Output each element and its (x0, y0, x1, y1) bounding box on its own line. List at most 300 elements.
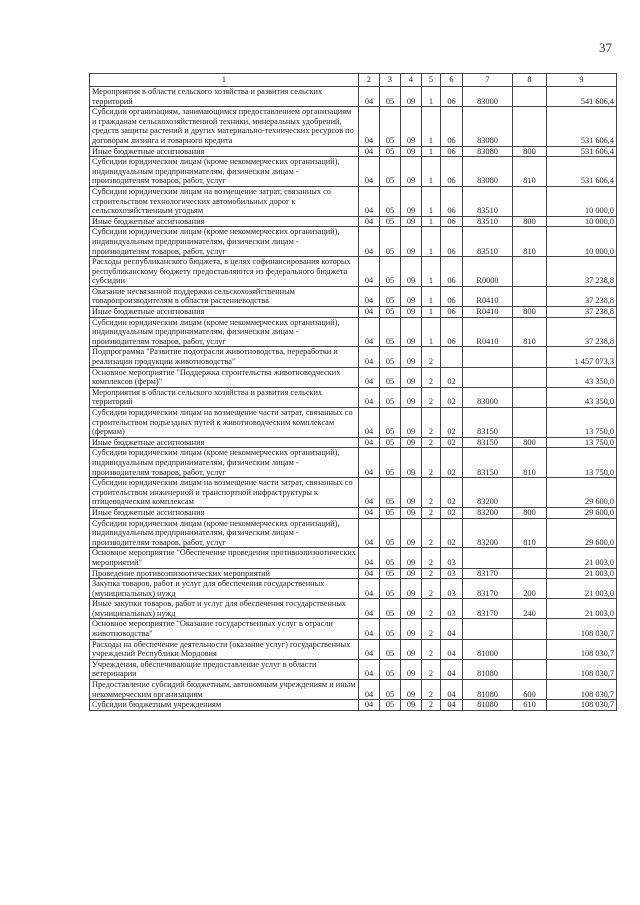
table-row (90, 568, 617, 579)
code-cell: 1 (422, 257, 441, 287)
table-row (90, 680, 617, 700)
code-cell: 09 (401, 448, 422, 478)
code-cell: 05 (380, 448, 401, 478)
code-cell: 06 (441, 317, 463, 347)
row-amount: 10 000,0 (547, 216, 617, 227)
code-cell: 09 (401, 619, 422, 639)
code-cell: 02 (441, 387, 463, 407)
code-cell: 2 (422, 639, 441, 659)
code-cell: 83200 (463, 478, 513, 508)
row-amount: 531 606,4 (547, 146, 617, 157)
code-cell: R0410 (463, 286, 513, 306)
row-name: Основное мероприятие "Поддержка строительства животноводческих комплексов (ферм)" (90, 367, 359, 387)
code-cell: 05 (380, 700, 401, 711)
table-row (90, 227, 617, 257)
code-cell: 1 (422, 186, 441, 216)
header-row (90, 74, 617, 87)
table-row (90, 87, 617, 107)
code-cell: 81000 (463, 639, 513, 659)
code-cell: 06 (441, 146, 463, 157)
table-row (90, 619, 617, 639)
code-cell: 04 (359, 568, 380, 579)
code-cell: 06 (441, 286, 463, 306)
code-cell: 06 (441, 227, 463, 257)
row-amount: 108 030,7 (547, 680, 617, 700)
code-cell: 05 (380, 408, 401, 438)
code-cell: 09 (401, 680, 422, 700)
code-cell: 2 (422, 518, 441, 548)
code-cell: 2 (422, 437, 441, 448)
code-cell: 09 (401, 579, 422, 599)
code-cell: 810 (513, 448, 547, 478)
code-cell (513, 347, 547, 367)
code-cell: 06 (441, 87, 463, 107)
code-cell: 09 (401, 599, 422, 619)
code-cell: 2 (422, 619, 441, 639)
code-cell: 09 (401, 347, 422, 367)
code-cell: 04 (359, 448, 380, 478)
code-cell: 05 (380, 107, 401, 146)
code-cell: 810 (513, 157, 547, 187)
code-cell: 2 (422, 568, 441, 579)
row-name: Иные бюджетные ассигнования (90, 216, 359, 227)
table-row (90, 518, 617, 548)
row-name: Иные закупки товаров, работ и услуг для обеспечения государственных (муниципальных) нужд (90, 599, 359, 619)
row-amount: 29 600,0 (547, 478, 617, 508)
code-cell: 810 (513, 227, 547, 257)
row-amount: 13 750,0 (547, 437, 617, 448)
row-amount: 13 750,0 (547, 408, 617, 438)
code-cell: 83150 (463, 448, 513, 478)
code-cell: 04 (359, 507, 380, 518)
code-cell (513, 367, 547, 387)
table-row (90, 478, 617, 508)
code-cell: 05 (380, 437, 401, 448)
code-cell: 83170 (463, 568, 513, 579)
code-cell: 06 (441, 257, 463, 287)
code-cell: 04 (359, 437, 380, 448)
code-cell: 83150 (463, 408, 513, 438)
code-cell: 800 (513, 507, 547, 518)
code-cell: 05 (380, 619, 401, 639)
table-row (90, 579, 617, 599)
table-row (90, 659, 617, 679)
code-cell: 1 (422, 107, 441, 146)
code-cell: 02 (441, 507, 463, 518)
code-cell: 04 (359, 599, 380, 619)
code-cell: 09 (401, 700, 422, 711)
code-cell: 05 (380, 367, 401, 387)
code-cell: 83510 (463, 186, 513, 216)
code-cell: 04 (359, 107, 380, 146)
code-cell: 1 (422, 87, 441, 107)
code-cell: 05 (380, 286, 401, 306)
code-cell: 2 (422, 478, 441, 508)
row-amount: 43 350,0 (547, 367, 617, 387)
code-cell: 04 (359, 317, 380, 347)
row-name: Оказание несвязанной поддержки сельскохозяйственным товаропроизводителям в области растениеводства (90, 286, 359, 306)
code-cell: 610 (513, 700, 547, 711)
code-cell: 2 (422, 347, 441, 367)
code-cell: 83510 (463, 227, 513, 257)
row-amount: 21 003,0 (547, 548, 617, 568)
code-cell: 2 (422, 448, 441, 478)
code-cell (513, 107, 547, 146)
code-cell: 05 (380, 639, 401, 659)
row-name: Закупка товаров, работ и услуг для обеспечения государственных (муниципальных) нужд (90, 579, 359, 599)
code-cell: 04 (359, 579, 380, 599)
row-amount: 43 350,0 (547, 387, 617, 407)
code-cell: 83170 (463, 599, 513, 619)
code-cell: 09 (401, 387, 422, 407)
code-cell: 81080 (463, 659, 513, 679)
code-cell: 09 (401, 437, 422, 448)
code-cell: 83200 (463, 507, 513, 518)
code-cell: 04 (359, 659, 380, 679)
code-cell: 09 (401, 548, 422, 568)
table-body (90, 87, 617, 711)
code-cell: 83200 (463, 518, 513, 548)
row-name: Расходы республиканского бюджета, в целях софинансирования которых республиканскому бюджету предоставляются из федерального бюджета субсидии (90, 257, 359, 287)
page-number: 37 (599, 40, 612, 55)
row-name: Проведение противоэпизоотических мероприятий (90, 568, 359, 579)
code-cell: 09 (401, 87, 422, 107)
code-cell: 03 (441, 548, 463, 568)
code-cell: 04 (441, 619, 463, 639)
code-cell (441, 347, 463, 367)
code-cell (463, 548, 513, 568)
code-cell: 05 (380, 568, 401, 579)
code-cell: 05 (380, 317, 401, 347)
code-cell: 03 (441, 579, 463, 599)
code-cell: 09 (401, 659, 422, 679)
code-cell: 04 (441, 659, 463, 679)
code-cell: 02 (441, 448, 463, 478)
row-amount: 108 030,7 (547, 639, 617, 659)
row-amount: 108 030,7 (547, 659, 617, 679)
code-cell: 05 (380, 518, 401, 548)
code-cell: 02 (441, 437, 463, 448)
code-cell: 800 (513, 307, 547, 318)
code-cell: 04 (359, 700, 380, 711)
code-cell: 2 (422, 408, 441, 438)
code-cell: R0410 (463, 307, 513, 318)
code-cell: 05 (380, 347, 401, 367)
header-cell: 2 (359, 74, 380, 87)
row-amount: 37 238,8 (547, 317, 617, 347)
table-row (90, 146, 617, 157)
code-cell (513, 186, 547, 216)
code-cell: 04 (359, 286, 380, 306)
table-row (90, 507, 617, 518)
table-row (90, 387, 617, 407)
header-cell: 8 (513, 74, 547, 87)
code-cell: 04 (359, 186, 380, 216)
code-cell: 2 (422, 700, 441, 711)
row-name: Иные бюджетные ассигнования (90, 507, 359, 518)
code-cell: 04 (359, 146, 380, 157)
code-cell: 09 (401, 157, 422, 187)
code-cell: 09 (401, 227, 422, 257)
code-cell: 09 (401, 518, 422, 548)
code-cell: 02 (441, 367, 463, 387)
code-cell (513, 659, 547, 679)
code-cell: 05 (380, 548, 401, 568)
row-name: Субсидии организациям, занимающимся предоставлением организациям и гражданам сельскохозяйственной техники, минеральных удобрений, средств защиты растений и других материально-технических ресурсов по договорам лизинга и товарного кредита (90, 107, 359, 146)
row-name: Иные бюджетные ассигнования (90, 146, 359, 157)
row-amount: 531 606,4 (547, 157, 617, 187)
code-cell: 09 (401, 408, 422, 438)
code-cell (513, 619, 547, 639)
code-cell: 09 (401, 507, 422, 518)
code-cell: 2 (422, 579, 441, 599)
code-cell: 83000 (463, 87, 513, 107)
code-cell: 2 (422, 548, 441, 568)
code-cell: 09 (401, 107, 422, 146)
row-amount: 541 606,4 (547, 87, 617, 107)
code-cell: 09 (401, 216, 422, 227)
row-name: Субсидии юридическим лицам (кроме некоммерческих организаций), индивидуальным предпринимателям, физическим лицам - производителям товаров, работ, услуг (90, 518, 359, 548)
code-cell: 05 (380, 659, 401, 679)
code-cell: 09 (401, 257, 422, 287)
row-name: Мероприятия в области сельского хозяйства и развития сельских территорий (90, 87, 359, 107)
code-cell: 83510 (463, 216, 513, 227)
header-cell: 3 (380, 74, 401, 87)
code-cell: 83000 (463, 387, 513, 407)
code-cell: 04 (441, 700, 463, 711)
row-amount: 1 457 073,3 (547, 347, 617, 367)
code-cell: 05 (380, 157, 401, 187)
table-row (90, 186, 617, 216)
code-cell: 04 (359, 227, 380, 257)
code-cell (513, 257, 547, 287)
code-cell (513, 639, 547, 659)
row-name: Субсидии юридическим лицам (кроме некоммерческих организаций), индивидуальным предпринимателям, физическим лицам - производителям товаров, работ, услуг (90, 448, 359, 478)
code-cell: 04 (359, 548, 380, 568)
code-cell (513, 87, 547, 107)
table-row (90, 317, 617, 347)
header-cell: 5 (422, 74, 441, 87)
row-amount: 37 238,8 (547, 286, 617, 306)
row-name: Основное мероприятие "Обеспечение проведения противоэпизоотических мероприятий" (90, 548, 359, 568)
code-cell: 1 (422, 146, 441, 157)
table-row (90, 548, 617, 568)
row-amount: 531 606,4 (547, 107, 617, 146)
row-name: Основное мероприятие "Оказание государственных услуг в отрасли животноводства" (90, 619, 359, 639)
code-cell: 05 (380, 146, 401, 157)
row-amount: 21 003,0 (547, 579, 617, 599)
code-cell: 2 (422, 680, 441, 700)
row-name: Подпрограмма "Развитие подотрасли животноводства, переработки и реализации продукции животноводства" (90, 347, 359, 367)
table-row (90, 700, 617, 711)
code-cell: 81080 (463, 700, 513, 711)
code-cell: 800 (513, 437, 547, 448)
row-name: Субсидии юридическим лицам на возмещение части затрат, связанных со строительством инженерной и транспортной инфраструктуры к птицеводческим комплексам (90, 478, 359, 508)
code-cell: 04 (359, 619, 380, 639)
code-cell: 1 (422, 157, 441, 187)
code-cell: 05 (380, 87, 401, 107)
code-cell: 2 (422, 387, 441, 407)
table-row (90, 257, 617, 287)
row-name: Иные бюджетные ассигнования (90, 437, 359, 448)
code-cell (513, 568, 547, 579)
code-cell: 05 (380, 680, 401, 700)
header-cell: 7 (463, 74, 513, 87)
code-cell: 1 (422, 286, 441, 306)
code-cell: 09 (401, 186, 422, 216)
code-cell: 05 (380, 216, 401, 227)
code-cell: 2 (422, 507, 441, 518)
code-cell: 04 (441, 680, 463, 700)
table-row (90, 157, 617, 187)
code-cell: R0000 (463, 257, 513, 287)
row-amount: 37 238,8 (547, 257, 617, 287)
code-cell: 09 (401, 307, 422, 318)
row-name: Предоставление субсидий бюджетным, автономным учреждениям и иным некоммерческим организациям (90, 680, 359, 700)
code-cell: 06 (441, 157, 463, 187)
row-name: Мероприятия в области сельского хозяйства и развития сельских территорий (90, 387, 359, 407)
code-cell: 83080 (463, 107, 513, 146)
code-cell (513, 387, 547, 407)
code-cell: 2 (422, 659, 441, 679)
budget-table (89, 73, 617, 711)
row-amount: 29 600,0 (547, 507, 617, 518)
code-cell: 06 (441, 186, 463, 216)
table-row (90, 216, 617, 227)
row-name: Иные бюджетные ассигнования (90, 307, 359, 318)
table-row (90, 347, 617, 367)
code-cell: 1 (422, 317, 441, 347)
table-row (90, 286, 617, 306)
code-cell: 05 (380, 257, 401, 287)
code-cell (463, 619, 513, 639)
code-cell: 04 (359, 157, 380, 187)
row-amount: 10 000,0 (547, 227, 617, 257)
code-cell: 09 (401, 568, 422, 579)
row-name: Субсидии юридическим лицам на возмещение затрат, связанных со строительством технологических автомобильных дорог к сельскохозяйственным угодьям (90, 186, 359, 216)
code-cell: 09 (401, 286, 422, 306)
header-cell: 6 (441, 74, 463, 87)
code-cell: 04 (359, 307, 380, 318)
code-cell: 1 (422, 227, 441, 257)
code-cell (463, 347, 513, 367)
code-cell: 06 (441, 107, 463, 146)
code-cell: 04 (441, 639, 463, 659)
code-cell: 05 (380, 387, 401, 407)
code-cell: 04 (359, 257, 380, 287)
code-cell: 02 (441, 518, 463, 548)
code-cell: 09 (401, 639, 422, 659)
code-cell: 810 (513, 518, 547, 548)
row-amount: 29 600,0 (547, 518, 617, 548)
code-cell: 09 (401, 146, 422, 157)
code-cell: 240 (513, 599, 547, 619)
code-cell: 04 (359, 216, 380, 227)
code-cell: 09 (401, 317, 422, 347)
code-cell: 1 (422, 307, 441, 318)
row-amount: 37 238,8 (547, 307, 617, 318)
code-cell: 04 (359, 367, 380, 387)
code-cell (513, 408, 547, 438)
row-amount: 13 750,0 (547, 448, 617, 478)
table-row (90, 599, 617, 619)
table-row (90, 107, 617, 146)
row-amount: 108 030,7 (547, 619, 617, 639)
code-cell: 03 (441, 599, 463, 619)
code-cell: 04 (359, 387, 380, 407)
code-cell: 81080 (463, 680, 513, 700)
row-name: Субсидии юридическим лицам (кроме некоммерческих организаций), индивидуальным предпринимателям, физическим лицам - производителям товаров, работ, услуг (90, 157, 359, 187)
code-cell: 05 (380, 227, 401, 257)
code-cell (513, 286, 547, 306)
code-cell: 800 (513, 216, 547, 227)
row-amount: 108 030,7 (547, 700, 617, 711)
code-cell: 04 (359, 408, 380, 438)
row-name: Субсидии бюджетным учреждениям (90, 700, 359, 711)
row-amount: 10 000,0 (547, 186, 617, 216)
code-cell: R0410 (463, 317, 513, 347)
code-cell: 83080 (463, 146, 513, 157)
code-cell: 04 (359, 680, 380, 700)
code-cell: 06 (441, 216, 463, 227)
code-cell: 04 (359, 87, 380, 107)
header-cell: 9 (547, 74, 617, 87)
code-cell: 05 (380, 307, 401, 318)
row-name: Субсидии юридическим лицам (кроме некоммерческих организаций), индивидуальным предпринимателям, физическим лицам - производителям товаров, работ, услуг (90, 317, 359, 347)
code-cell: 09 (401, 367, 422, 387)
code-cell: 05 (380, 599, 401, 619)
code-cell: 05 (380, 579, 401, 599)
code-cell (513, 478, 547, 508)
table-row (90, 408, 617, 438)
code-cell: 03 (441, 568, 463, 579)
code-cell: 810 (513, 317, 547, 347)
code-cell: 02 (441, 478, 463, 508)
row-name: Расходы на обеспечение деятельности (оказание услуг) государственных учреждений Республики Мордовия (90, 639, 359, 659)
header-cell: 4 (401, 74, 422, 87)
code-cell: 04 (359, 518, 380, 548)
table-row (90, 367, 617, 387)
row-name: Субсидии юридическим лицам на возмещение части затрат, связанных со строительством подъездных путей к животноводческим комплексам (фермам) (90, 408, 359, 438)
code-cell: 04 (359, 347, 380, 367)
row-name: Учреждения, обеспечивающие предоставление услуг в области ветеринарии (90, 659, 359, 679)
code-cell: 04 (359, 639, 380, 659)
code-cell: 05 (380, 507, 401, 518)
code-cell: 83170 (463, 579, 513, 599)
header-cell: 1 (90, 74, 359, 87)
code-cell: 83150 (463, 437, 513, 448)
row-amount: 21 003,0 (547, 599, 617, 619)
row-amount: 21 003,0 (547, 568, 617, 579)
code-cell: 05 (380, 478, 401, 508)
code-cell: 1 (422, 216, 441, 227)
table-row (90, 448, 617, 478)
code-cell: 600 (513, 680, 547, 700)
code-cell: 06 (441, 307, 463, 318)
code-cell: 83080 (463, 157, 513, 187)
row-name: Субсидии юридическим лицам (кроме некоммерческих организаций), индивидуальным предпринимателям, физическим лицам - производителям товаров, работ, услуг (90, 227, 359, 257)
code-cell (513, 548, 547, 568)
code-cell: 05 (380, 186, 401, 216)
table-row (90, 437, 617, 448)
code-cell: 09 (401, 478, 422, 508)
code-cell: 800 (513, 146, 547, 157)
table-row (90, 307, 617, 318)
code-cell (463, 367, 513, 387)
code-cell: 200 (513, 579, 547, 599)
code-cell: 04 (359, 478, 380, 508)
code-cell: 2 (422, 599, 441, 619)
